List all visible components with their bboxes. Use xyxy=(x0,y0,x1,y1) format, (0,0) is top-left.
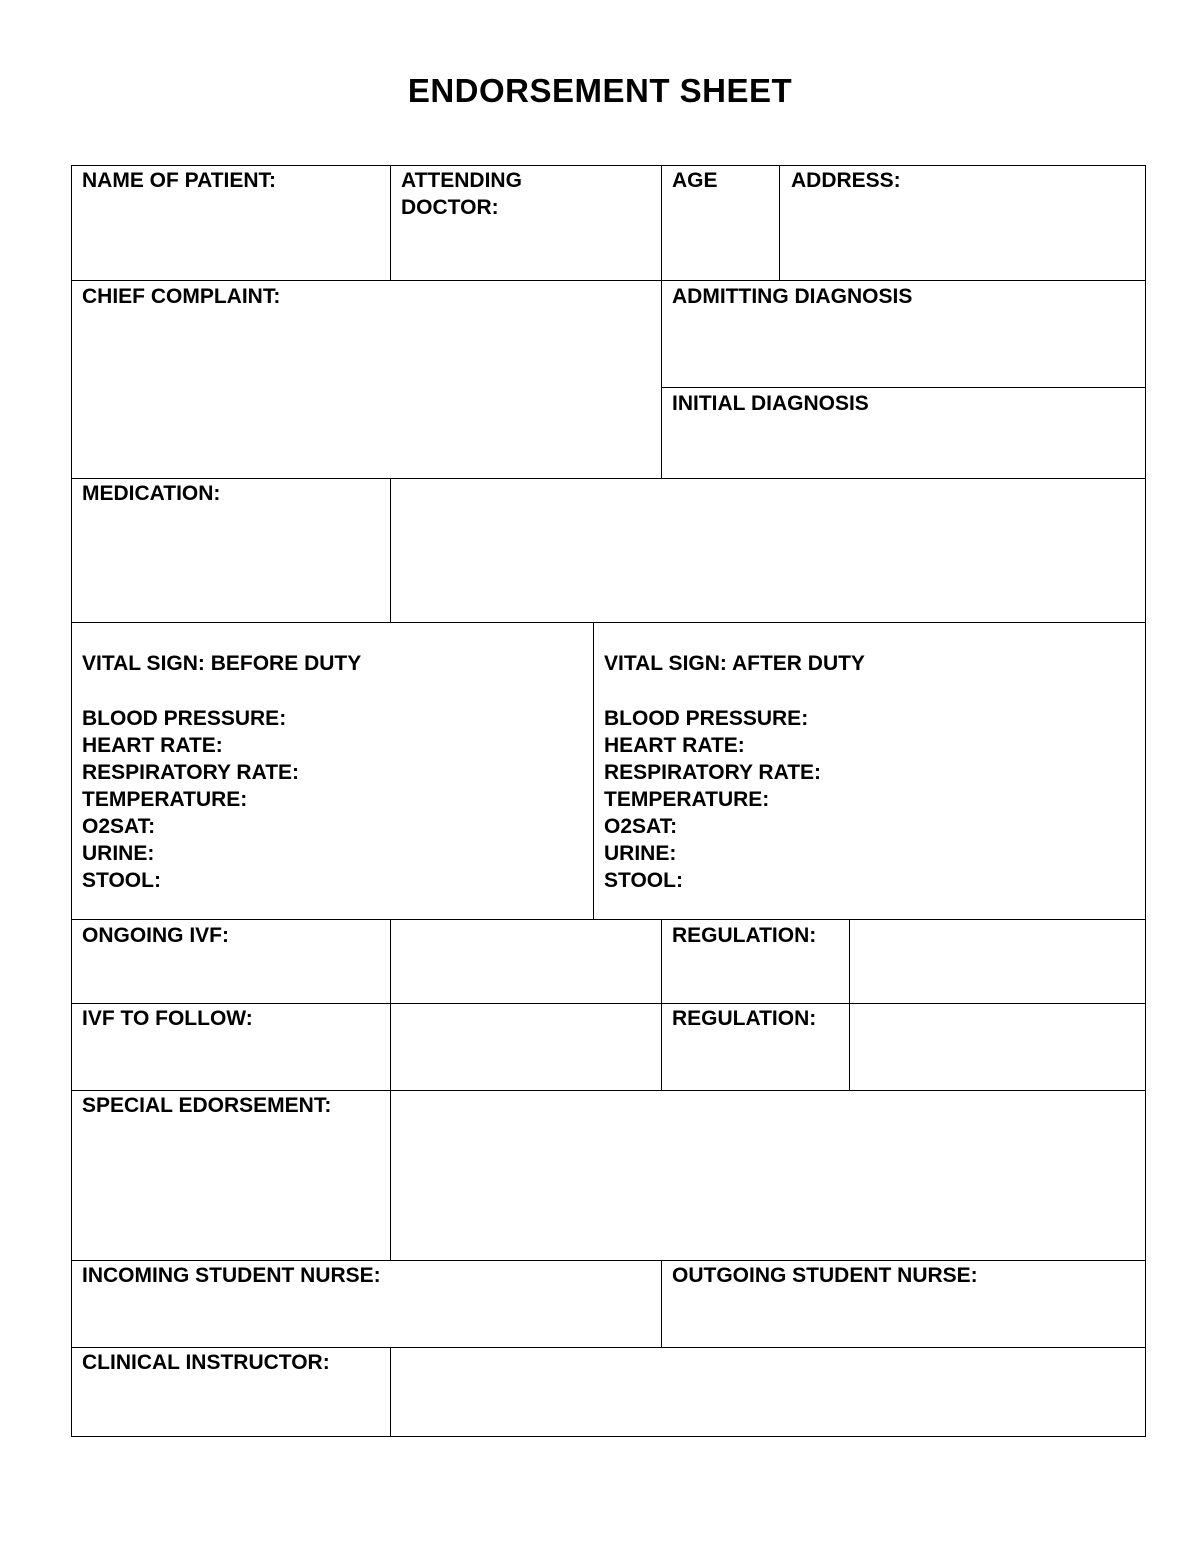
vitals-before-heart-rate: HEART RATE: xyxy=(82,734,223,757)
special-endorsement-label: SPECIAL EDORSEMENT: xyxy=(82,1094,332,1117)
vitals-after-stool: STOOL: xyxy=(604,869,683,892)
chief-complaint-field[interactable] xyxy=(72,312,661,478)
ivf-to-follow-field[interactable] xyxy=(391,1004,661,1090)
clinical-instructor-label: CLINICAL INSTRUCTOR: xyxy=(82,1351,330,1374)
patient-name-label: NAME OF PATIENT: xyxy=(82,169,277,192)
ivf-to-follow-label: IVF TO FOLLOW: xyxy=(82,1007,253,1030)
col-divider xyxy=(593,622,594,920)
row-divider xyxy=(71,622,1146,623)
initial-diagnosis-label: INITIAL DIAGNOSIS xyxy=(672,392,869,415)
age-label: AGE xyxy=(672,169,718,192)
special-endorsement-field[interactable] xyxy=(391,1091,1145,1260)
vitals-before-respiratory-rate: RESPIRATORY RATE: xyxy=(82,761,300,784)
page-title: ENDORSEMENT SHEET xyxy=(407,72,793,109)
vitals-after-heading: VITAL SIGN: AFTER DUTY xyxy=(604,652,865,675)
vitals-after-heart-rate: HEART RATE: xyxy=(604,734,745,757)
patient-name-field[interactable] xyxy=(72,196,390,280)
vitals-before-blood-pressure: BLOOD PRESSURE: xyxy=(82,707,287,730)
initial-diagnosis-field[interactable] xyxy=(662,418,1145,478)
vitals-before-o2sat: O2SAT: xyxy=(82,815,156,838)
vitals-before-stool: STOOL: xyxy=(82,869,161,892)
attending-doctor-label: ATTENDING DOCTOR: xyxy=(401,169,522,219)
table-border-top xyxy=(71,165,1146,166)
row-divider xyxy=(661,387,1146,388)
vitals-before-temperature: TEMPERATURE: xyxy=(82,788,248,811)
ongoing-ivf-label: ONGOING IVF: xyxy=(82,924,229,947)
ongoing-ivf-field[interactable] xyxy=(391,920,661,1003)
age-field[interactable] xyxy=(662,196,779,280)
ongoing-regulation-field[interactable] xyxy=(850,920,1145,1003)
vitals-before-heading: VITAL SIGN: BEFORE DUTY xyxy=(82,652,362,675)
medication-label: MEDICATION: xyxy=(82,482,221,505)
attending-doctor-field[interactable] xyxy=(391,222,661,280)
chief-complaint-label: CHIEF COMPLAINT: xyxy=(82,285,281,308)
vitals-after-respiratory-rate: RESPIRATORY RATE: xyxy=(604,761,822,784)
incoming-nurse-label: INCOMING STUDENT NURSE: xyxy=(82,1264,381,1287)
vitals-after-o2sat: O2SAT: xyxy=(604,815,678,838)
table-border-bottom xyxy=(71,1436,1146,1437)
row-divider xyxy=(71,1260,1146,1261)
ongoing-regulation-label: REGULATION: xyxy=(672,924,817,947)
vitals-before-urine: URINE: xyxy=(82,842,155,865)
address-label: ADDRESS: xyxy=(791,169,901,192)
vitals-after-blood-pressure: BLOOD PRESSURE: xyxy=(604,707,809,730)
vitals-after-temperature: TEMPERATURE: xyxy=(604,788,770,811)
admitting-diagnosis-label: ADMITTING DIAGNOSIS xyxy=(672,285,913,308)
address-field[interactable] xyxy=(780,196,1145,280)
outgoing-nurse-field[interactable] xyxy=(662,1290,1145,1347)
clinical-instructor-field[interactable] xyxy=(391,1348,1145,1436)
follow-regulation-field[interactable] xyxy=(850,1004,1145,1090)
medication-field[interactable] xyxy=(391,479,1145,622)
incoming-nurse-field[interactable] xyxy=(72,1290,661,1347)
vitals-after-urine: URINE: xyxy=(604,842,677,865)
outgoing-nurse-label: OUTGOING STUDENT NURSE: xyxy=(672,1264,978,1287)
admitting-diagnosis-field[interactable] xyxy=(662,312,1145,387)
follow-regulation-label: REGULATION: xyxy=(672,1007,817,1030)
col-divider xyxy=(661,919,662,1090)
table-border-right xyxy=(1145,165,1146,1437)
row-divider xyxy=(71,280,1146,281)
